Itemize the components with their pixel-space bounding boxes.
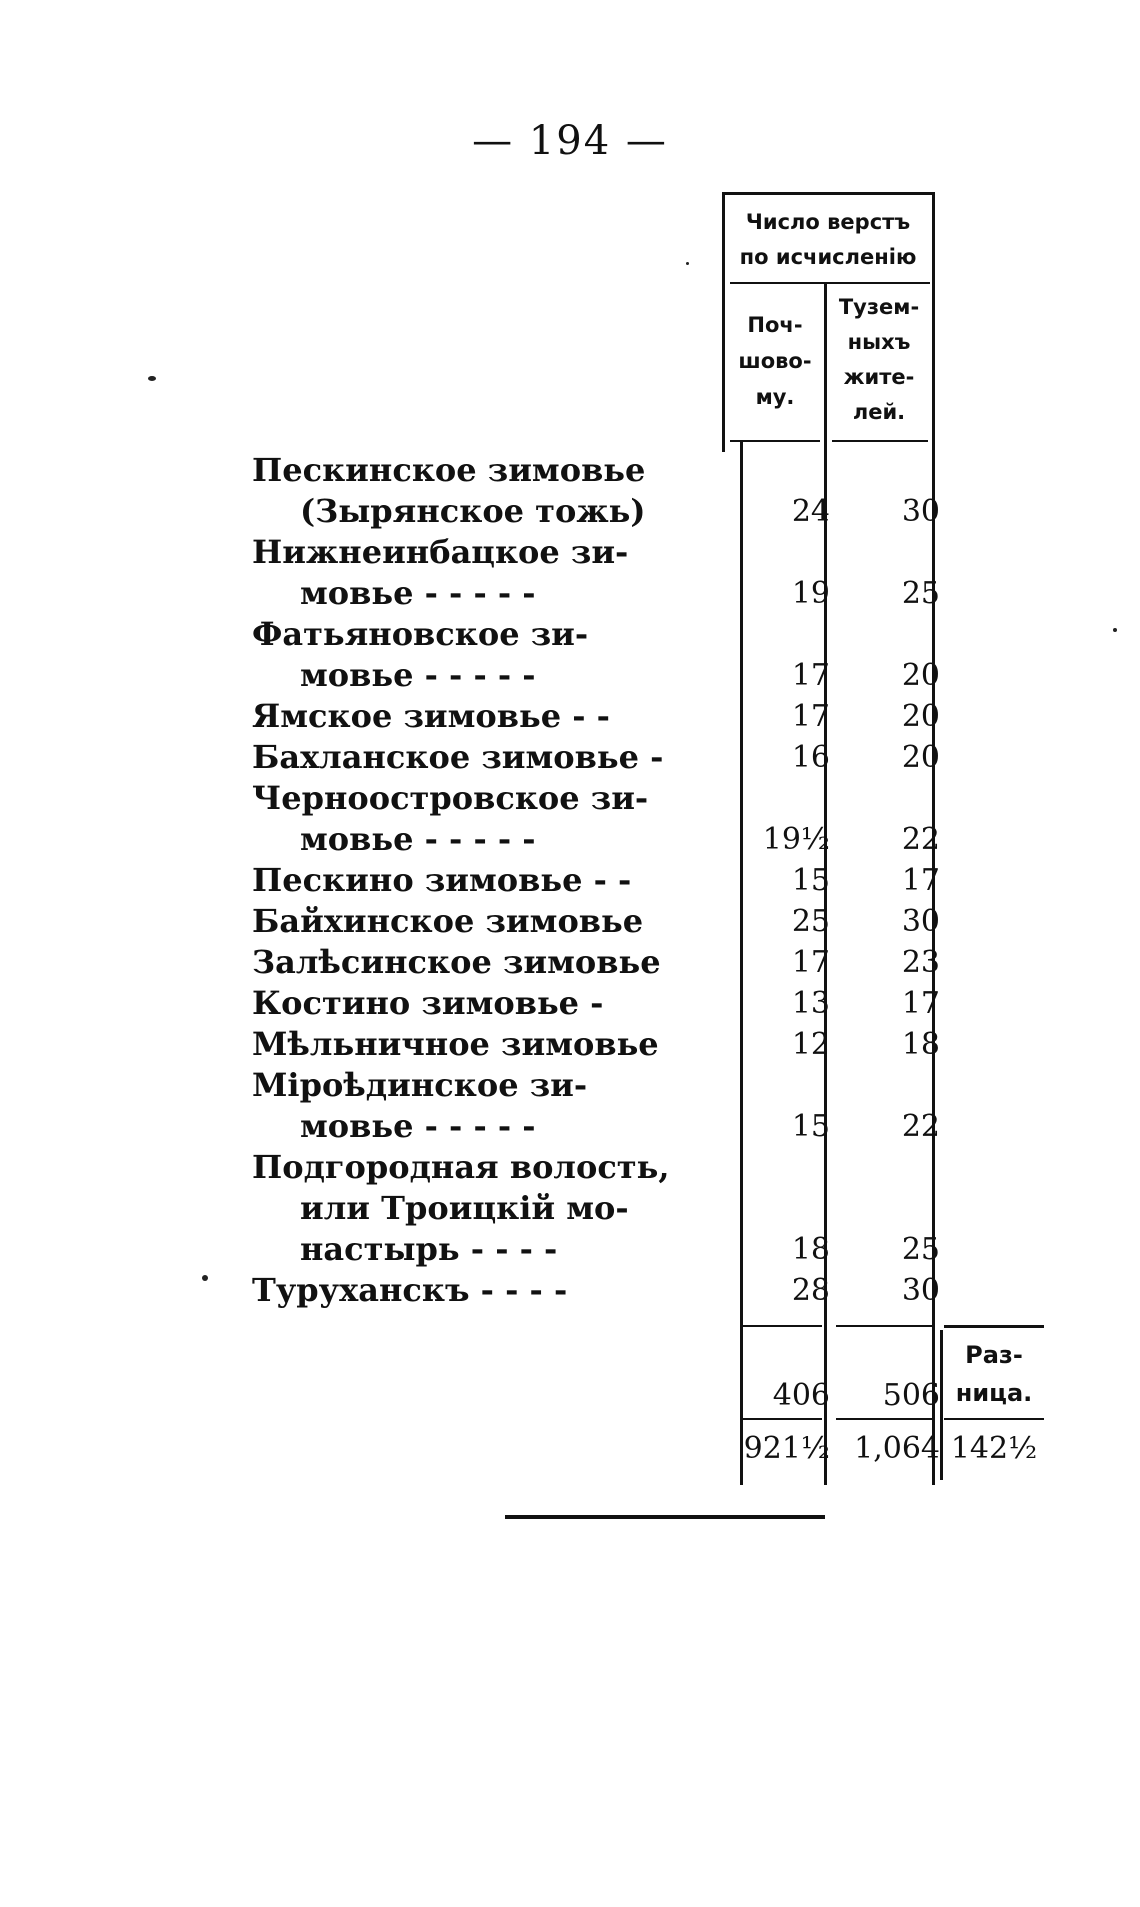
- row-label: Бахланское зимовье -: [252, 738, 664, 776]
- header-postal-line-1: Поч-: [747, 313, 803, 337]
- row-label: Нижнеинбацкое зи-: [252, 533, 629, 571]
- row-label: Пескинское зимовье: [252, 451, 646, 489]
- row-postal: 18: [791, 1232, 830, 1267]
- rule-left-upper: [722, 192, 725, 452]
- row-label: Костино зимовье -: [252, 984, 604, 1022]
- row-postal: 15: [791, 1109, 830, 1144]
- row-natives: 20: [901, 740, 940, 775]
- ink-speck: [1113, 628, 1117, 632]
- row-postal: 19½: [762, 822, 830, 857]
- total-postal: 921½: [743, 1431, 830, 1466]
- row-natives: 22: [901, 1109, 940, 1144]
- difference-label-line-2: ница.: [955, 1379, 1033, 1407]
- row-natives: 25: [901, 576, 940, 611]
- header-natives-rule: [832, 440, 928, 442]
- row-label: Мѣльничное зимовье: [252, 1025, 659, 1063]
- row-postal: 19: [791, 576, 830, 611]
- header-postal-line-2: шово-: [738, 349, 812, 373]
- row-postal: 25: [791, 904, 830, 939]
- row-label: мовье - - - - -: [300, 820, 536, 858]
- row-postal: 17: [791, 945, 830, 980]
- header-natives-line-2: ныхъ: [847, 330, 911, 354]
- row-label: или Троицкій мо-: [300, 1189, 629, 1227]
- row-postal: 16: [791, 740, 830, 775]
- total-rule-postal: [742, 1418, 822, 1420]
- row-label: Подгородная волость,: [252, 1148, 670, 1186]
- row-postal: 12: [791, 1027, 830, 1062]
- row-label: мовье - - - - -: [300, 574, 536, 612]
- row-natives: 25: [901, 1232, 940, 1267]
- subtotal-rule-postal: [742, 1325, 822, 1327]
- subtotal-rule-natives: [836, 1325, 932, 1327]
- ink-speck: [148, 376, 156, 381]
- page-bottom-rule: [505, 1515, 825, 1519]
- ink-speck: [686, 262, 689, 265]
- row-natives: 23: [901, 945, 940, 980]
- row-natives: 30: [901, 904, 940, 939]
- page-number: — 194 —: [472, 118, 668, 164]
- header-group-line-1: Число верстъ: [745, 210, 911, 234]
- row-postal: 17: [791, 699, 830, 734]
- total-rule-difference: [944, 1418, 1044, 1420]
- row-postal: 13: [791, 986, 830, 1021]
- row-natives: 18: [901, 1027, 940, 1062]
- row-label: Черноостровское зи-: [252, 779, 649, 817]
- total-natives: 1,064: [854, 1431, 940, 1466]
- row-natives: 20: [901, 658, 940, 693]
- row-natives: 17: [901, 863, 940, 898]
- subtotal-natives: 506: [882, 1378, 940, 1413]
- header-natives-line-1: Тузем-: [838, 295, 920, 319]
- row-label: (Зырянское тожь): [300, 492, 646, 530]
- row-label: Пескино зимовье - -: [252, 861, 632, 899]
- header-top-rule: [722, 192, 934, 195]
- ink-speck: [202, 1275, 208, 1281]
- row-postal: 24: [791, 494, 830, 529]
- row-natives: 17: [901, 986, 940, 1021]
- row-natives: 30: [901, 494, 940, 529]
- row-postal: 28: [791, 1273, 830, 1308]
- total-rule-natives: [836, 1418, 932, 1420]
- row-label: Байхинское зимовье: [252, 902, 644, 940]
- difference-top-rule: [944, 1325, 1044, 1328]
- row-label: Міроѣдинское зи-: [252, 1066, 588, 1104]
- total-difference: 142½: [950, 1431, 1038, 1466]
- row-label: Фатьяновское зи-: [252, 615, 589, 653]
- row-natives: 22: [901, 822, 940, 857]
- row-postal: 17: [791, 658, 830, 693]
- header-postal-line-3: му.: [755, 385, 795, 409]
- rule-difference: [940, 1330, 943, 1480]
- row-natives: 20: [901, 699, 940, 734]
- row-label: настырь - - - -: [300, 1230, 558, 1268]
- header-natives-line-4: лей.: [852, 400, 906, 424]
- row-label: мовье - - - - -: [300, 656, 536, 694]
- row-postal: 15: [791, 863, 830, 898]
- row-label: Залѣсинское зимовье: [252, 943, 661, 981]
- header-group-line-2: по исчисленію: [739, 245, 917, 269]
- header-natives-line-3: жите-: [843, 365, 915, 389]
- header-postal-rule: [730, 440, 820, 442]
- subtotal-postal: 406: [772, 1378, 830, 1413]
- row-natives: 30: [901, 1273, 940, 1308]
- row-label: Ямское зимовье - -: [252, 697, 610, 735]
- header-group-rule: [730, 282, 930, 284]
- row-label: мовье - - - - -: [300, 1107, 536, 1145]
- difference-label-line-1: Раз-: [965, 1341, 1023, 1369]
- row-label: Туруханскъ - - - -: [252, 1271, 568, 1309]
